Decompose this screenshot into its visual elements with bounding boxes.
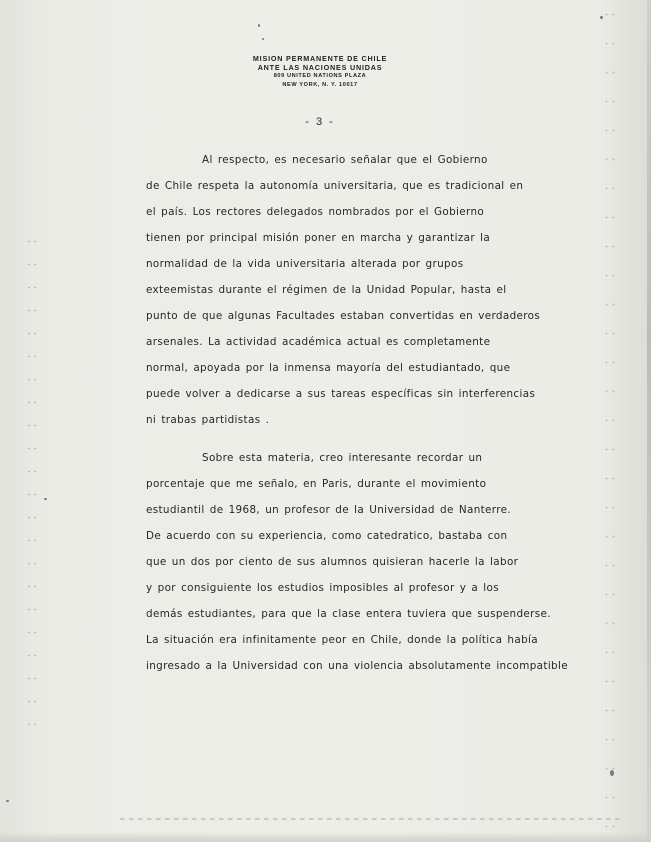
text-line: La situación era infinitamente peor en Chile, donde la política había [146, 634, 538, 646]
scan-right-margin-marks [603, 0, 617, 842]
text-line: tienen por principal misión poner en marcha y garantizar la [146, 232, 491, 244]
text-line: de Chile respeta la autonomía universitaria, que es tradicional en [146, 180, 524, 192]
letterhead-organization: MISION PERMANENTE DE CHILE [252, 54, 388, 63]
scan-speck [610, 770, 614, 776]
letterhead-subtitle: ANTE LAS NACIONES UNIDAS [257, 63, 383, 72]
text-line: que un dos por ciento de sus alumnos quisieran hacerle la labor [146, 556, 519, 568]
text-line: exteemistas durante el régimen de la Unidad Popular, hasta el [146, 284, 507, 296]
text-line: ingresado a la Universidad con una violencia absolutamente incompatible [146, 660, 568, 672]
text-line: Al respecto, es necesario señalar que el Gobierno [202, 154, 488, 166]
scan-speck [44, 498, 47, 500]
text-line: y por consiguiente los estudios imposibles al profesor y a los [146, 582, 500, 594]
scan-bottom-edge [0, 832, 651, 842]
text-line: ni trabas partidistas . [146, 414, 270, 426]
scan-speck [262, 38, 264, 40]
text-line: Sobre esta materia, creo interesante recordar un [202, 452, 483, 464]
text-line: De acuerdo con su experiencia, como catedratico, bastaba con [146, 530, 508, 542]
scan-speck [258, 24, 260, 27]
text-line: porcentaje que me señalo, en Paris, durante el movimiento [146, 478, 487, 490]
text-line: puede volver a dedicarse a sus tareas específicas sin interferencias [146, 388, 536, 400]
letterhead [190, 54, 450, 90]
text-line: normal, apoyada por la inmensa mayoría del estudiantado, que [146, 362, 511, 374]
text-line: normalidad de la vida universitaria alterada por grupos [146, 258, 464, 270]
text-line: el país. Los rectores delegados nombrados por el Gobierno [146, 206, 485, 218]
scan-speck [600, 16, 603, 19]
scan-speck [6, 800, 9, 802]
text-line: arsenales. La actividad académica actual es completamente [146, 336, 491, 348]
page-number: - 3 - [305, 116, 335, 128]
text-line: estudiantil de 1968, un profesor de la Universidad de Nanterre. [146, 504, 512, 516]
text-line: demás estudiantes, para que la clase entera tuviera que suspenderse. [146, 608, 551, 620]
scan-right-edge [647, 0, 651, 842]
text-line: punto de que algunas Facultades estaban convertidas en verdaderos [146, 310, 541, 322]
scan-binding-marks [26, 230, 36, 730]
letterhead-street: 809 UNITED NATIONS PLAZA [273, 73, 367, 79]
scan-bottom-dashes [120, 818, 620, 820]
letterhead-city: NEW YORK, N. Y. 10017 [282, 82, 358, 88]
